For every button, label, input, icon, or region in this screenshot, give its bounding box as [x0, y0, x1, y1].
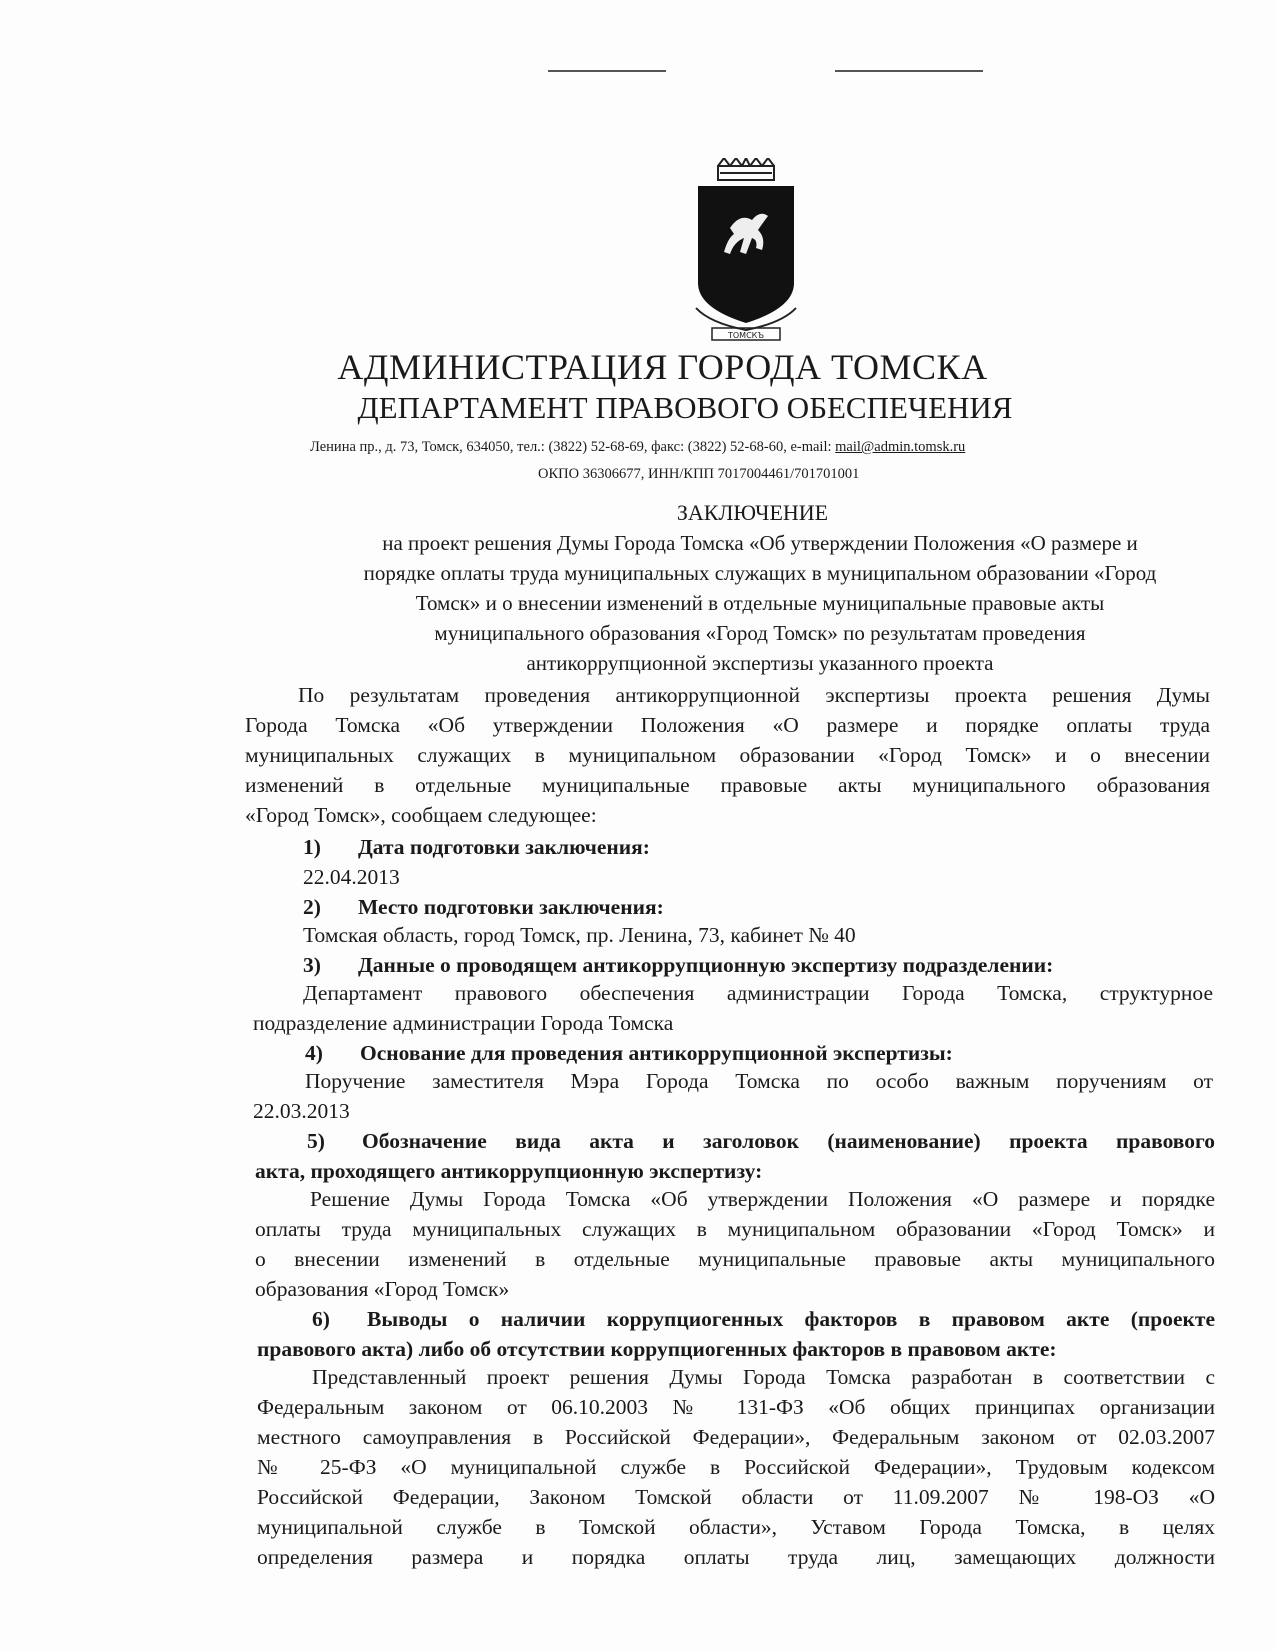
item-5-text: Решение Думы Города Томска «Об утверждении Положения «О размере и порядке оплаты труда муниципальных служащих в муниципальном образовании «Город Томск» и о внесении изменений в отдельные муниципальные правовые акты муниципального образования «Город Томск»	[255, 1187, 1215, 1301]
item-3-heading: 3) Данные о проводящем антикоррупционную экспертизу подразделении:	[303, 953, 1054, 977]
item-4-heading: 4) Основание для проведения антикоррупционной экспертизы:	[305, 1041, 953, 1065]
item-1-heading: 1) Дата подготовки заключения:	[303, 835, 650, 859]
item-1-text: 22.04.2013	[303, 865, 400, 889]
contact-address: Ленина пр., д. 73, Томск, 634050, тел.: (3822) 52-68-69, факс: (3822) 52-68-60, e-mail: mail@admin.tomsk.ru	[310, 439, 966, 455]
tomsk-coat-of-arms-icon	[690, 158, 802, 346]
okpo-line: ОКПО 36306677, ИНН/КПП 7017004461/701701001	[538, 466, 860, 482]
item-2-text: Томская область, город Томск, пр. Ленина, 73, кабинет № 40	[303, 923, 856, 947]
top-rule-left	[548, 70, 666, 72]
item-2-heading: 2) Место подготовки заключения:	[303, 895, 664, 919]
top-rule-right	[835, 70, 983, 72]
document-title: ЗАКЛЮЧЕНИЕ	[676, 500, 829, 525]
department-name: ДЕПАРТАМЕНТ ПРАВОВОГО ОБЕСПЕЧЕНИЯ	[357, 390, 1013, 425]
svg-text:ТОМСКЪ: ТОМСКЪ	[727, 331, 765, 340]
intro-paragraph: По результатам проведения антикоррупционной экспертизы проекта решения Думы Города Томска «Об утверждении Положения «О размере и порядке оплаты труда муниципальных служащих в муниципальном образовании «Город Томск» и о внесении изменений в отдельные муниципальные правовые акты муниципального образования «Город Томск», сообщаем следующее:	[245, 683, 1210, 827]
document-subject: на проект решения Думы Города Томска «Об утверждении Положения «О размере и порядке оплаты труда муниципальных служащих в муниципальном образовании «Город Томск» и о внесении изменений в отдельные муниципальные правовые акты муниципального образования «Город Томск» по результатам проведения антикоррупционной экспертизы указанного проекта	[363, 531, 1157, 675]
item-4-text: Поручение заместителя Мэра Города Томска по особо важным поручениям от 22.03.2013	[253, 1069, 1213, 1123]
item-3-text: Департамент правового обеспечения администрации Города Томска, структурное подразделение администрации Города Томска	[253, 981, 1213, 1035]
email-link[interactable]: mail@admin.tomsk.ru	[835, 439, 966, 455]
item-6-heading: 6) Выводы о наличии коррупциогенных факторов в правовом акте (проекте правового акта) либо об отсутствии коррупциогенных факторов в правовом акте:	[257, 1307, 1215, 1361]
item-6-text: Представленный проект решения Думы Города Томска разработан в соответствии с Федеральным законом от 06.10.2003 № 131-ФЗ «Об общих принципах организации местного самоуправления в Российской Федерации», Федеральным законом от 02.03.2007 № 25-ФЗ «О муниципальной службе в Российской Федерации», Трудовым кодексом Российской Федерации, Законом Томской области от 11.09.2007 № 198-ОЗ «О муниципальной службе в Томской области», Уставом Города Томска, в целях определения размера и порядка оплаты труда лиц, замещающих должности	[257, 1365, 1215, 1569]
org-name: АДМИНИСТРАЦИЯ ГОРОДА ТОМСКА	[337, 347, 988, 387]
item-5-heading: 5) Обозначение вида акта и заголовок (наименование) проекта правового акта, проходящего антикоррупционную экспертизу:	[255, 1129, 1215, 1183]
